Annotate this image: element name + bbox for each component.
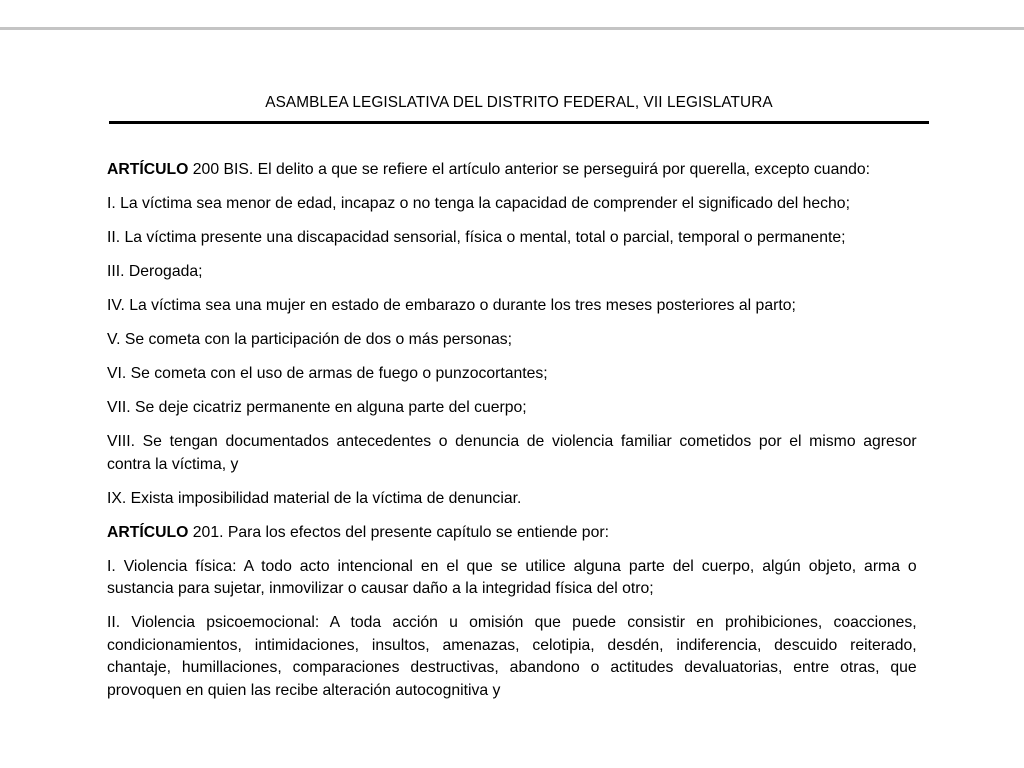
fraction-iv xyxy=(107,295,917,318)
article-201-intro xyxy=(107,522,917,545)
fraction-iii xyxy=(107,261,917,284)
fraction-viii xyxy=(107,431,917,476)
fraction-vii xyxy=(107,397,917,420)
paragraph-text: II. La víctima presente una discapacidad sensorial, física o mental, total o parcial, temporal o permanente; xyxy=(107,229,846,246)
definition-violencia-fisica xyxy=(107,556,917,601)
paragraph-text: I. Violencia física: A todo acto intencional en el que se utilice alguna parte del cuerpo, algún objeto, arma o sustancia para sujetar, inmovilizar o causar daño a la integridad física del otro; xyxy=(107,557,917,597)
document-body xyxy=(107,159,917,714)
paragraph-text: 200 BIS. El delito a que se refiere el artículo anterior se perseguirá por querella, excepto cuando: xyxy=(188,161,871,178)
paragraph-text: IX. Exista imposibilidad material de la víctima de denunciar. xyxy=(107,489,522,507)
paragraph-text: 201. Para los efectos del presente capítulo se entiende por: xyxy=(188,523,609,541)
running-header: ASAMBLEA LEGISLATIVA DEL DISTRITO FEDERAL, VII LEGISLATURA xyxy=(265,94,773,111)
paragraph-text: V. Se cometa con la participación de dos o más personas; xyxy=(107,331,513,348)
article-200-bis-intro xyxy=(107,159,917,182)
article-label: ARTÍCULO xyxy=(107,523,189,541)
fraction-i xyxy=(107,193,917,216)
fraction-v xyxy=(107,329,917,352)
fraction-vi xyxy=(107,363,917,386)
definition-violencia-psicoemocional xyxy=(107,612,917,702)
document-page xyxy=(0,30,1024,768)
fraction-ii xyxy=(107,227,917,250)
paragraph-text: II. Violencia psicoemocional: A toda acción u omisión que puede consistir en prohibiciones, coacciones, condicionamientos, intimidaciones, insultos, amenazas, celotipia, desdén, indiferencia, descuido reiterado, chantaje, humillaciones, comparaciones destructivas, abandono o actitudes devaluatorias, entre otras, que provoquen en quien las recibe alteración autocognitiva y xyxy=(107,614,917,699)
paragraph-text: VI. Se cometa con el uso de armas de fuego o punzocortantes; xyxy=(107,365,548,382)
fraction-ix xyxy=(107,488,917,511)
paragraph-text: III. Derogada; xyxy=(107,263,203,280)
paragraph-text: VIII. Se tengan documentados antecedentes o denuncia de violencia familiar cometidos por el mismo agresor contra la víctima, y xyxy=(107,433,917,473)
paragraph-text: VII. Se deje cicatriz permanente en alguna parte del cuerpo; xyxy=(107,399,527,416)
article-label: ARTÍCULO xyxy=(107,161,189,178)
paragraph-text: I. La víctima sea menor de edad, incapaz o no tenga la capacidad de comprender el significado del hecho; xyxy=(107,195,850,212)
header-rule xyxy=(109,121,929,124)
paragraph-text: IV. La víctima sea una mujer en estado de embarazo o durante los tres meses posteriores al parto; xyxy=(107,297,796,314)
